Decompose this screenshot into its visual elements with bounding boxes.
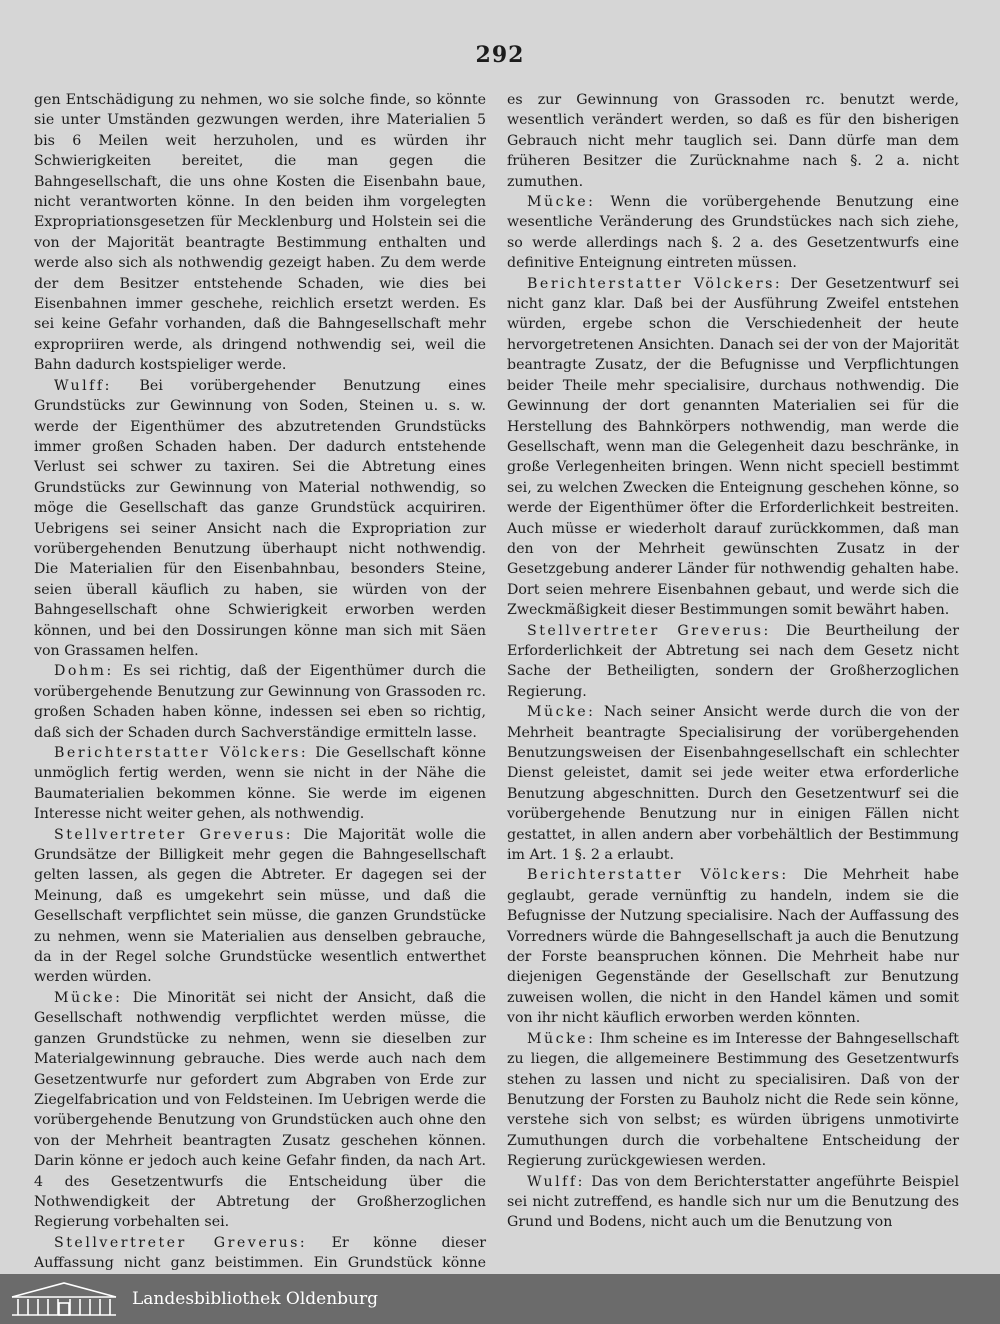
- speaker-label: Wulff:: [54, 377, 112, 394]
- library-building-icon: [8, 1279, 120, 1319]
- paragraph: Mücke: Wenn die vorübergehende Benutzung eine wesentliche Veränderung des Grundstückes nach sich ziehe, so werde allerdings nach §. 2 a. des Gesetzentwurfs eine definitive Enteignung eintreten müssen.: [507, 194, 959, 272]
- page-number: 292: [475, 42, 525, 68]
- paragraph: Stellvertreter Greverus: Die Beurtheilung der Erforderlichkeit der Abtretung sei nach dem Gesetz nicht Sache der Betheiligten, sondern der Großherzoglichen Regierung.: [507, 622, 959, 700]
- paragraph: Mücke: Ihm scheine es im Interesse der Bahngesellschaft zu liegen, die allgemeinere Bestimmung des Gesetzentwurfs stehen zu lassen und nicht zu specialisiren. Daß von der Benutzung der Forsten zu Bauholz nicht die Rede sein könne, verstehe sich von selbst; es würden übrigens unmotivirte Zumuthungen durch die vorbehaltene Entscheidung der Regierung zurückgewiesen werden.: [507, 1030, 959, 1170]
- speaker-label: Berichterstatter Völckers:: [527, 867, 789, 884]
- paragraph: Dohm: Es sei richtig, daß der Eigenthümer durch die vorübergehende Benutzung zur Gewinnung von Grassoden rc. großen Schaden haben könne, indessen sei eben so richtig, daß sich der Schaden durch Sachverständige ermitteln lasse.: [34, 663, 486, 741]
- paragraph: Stellvertreter Greverus: Er könne dieser Auffassung nicht ganz beistimmen. Ein Grundstück könne: [34, 1234, 486, 1272]
- paragraph: Berichterstatter Völckers: Die Mehrheit habe geglaubt, gerade vernünftig zu handeln, indem sie die Befugnisse der Nutzung specialisire. Nach der Auffassung des Vorredners würde die Bahngesellschaft ja auch die Benutzung der Forste beanspruchen können. Die Mehrheit habe nur diejenigen Gegenstände der Gesellschaft zur Benutzung zuweisen wollen, die nicht in den Handel kämen und somit von ihr nicht käuflich erworben werden könnten.: [507, 867, 959, 1027]
- paragraph: gen Entschädigung zu nehmen, wo sie solche finde, so könnte sie unter Umständen gezwungen werden, ihre Materialien 5 bis 6 Meilen weit herzuholen, und es würden ihr Schwierigkeiten bereitet, die man gegen die Bahngesellschaft, die uns ohne Kosten die Eisenbahn baue, nicht verantworten könne. In den beiden ihm vorgelegten Expropriationsgesetzen für Mecklenburg und Holstein sei die von der Majorität beantragte Bestimmung enthalten und werde also sich als nothwendig gezeigt haben. Zu dem werde der dem Besitzer entstehende Schaden, wie dies bei Eisenbahnen immer geschehe, reichlich ersetzt werden. Es sei keine Gefahr vorhanden, daß die Bahngesellschaft mehr expropriiren werde, als dringend nothwendig sei, weil die Bahn dadurch kostspieliger werde.: [34, 92, 486, 374]
- speaker-label: Mücke:: [527, 704, 596, 721]
- speaker-label: Stellvertreter Greverus:: [54, 826, 294, 843]
- speaker-label: Mücke:: [527, 1030, 596, 1047]
- paragraph: Mücke: Die Minorität sei nicht der Ansicht, daß die Gesellschaft nothwendig verpflichtet werden müsse, die ganzen Grundstücke zu nehmen, wenn sie dieselben zur Materialgewinnung gebrauche. Dies werde auch nach dem Gesetzentwurfe nur gefordert zum Abgraben von Erde zur Ziegelfabrication und von Feldsteinen. Im Uebrigen werde die vorübergehende Benutzung von Grundstücken auch ohne den von der Mehrheit beantragten Zusatz geschehen können. Darin könne er jedoch auch keine Gefahr finden, da nach Art. 4 des Gesetzentwurfs die Entscheidung über die Nothwendigkeit der Abtretung der Großherzoglichen Regierung vorbehalten sei.: [34, 989, 486, 1231]
- speaker-label: Wulff:: [527, 1173, 585, 1190]
- right-column: [507, 90, 959, 1233]
- paragraph: Stellvertreter Greverus: Die Majorität wolle die Grundsätze der Billigkeit mehr gegen die Bahngesellschaft gelten lassen, als gegen die Abtreter. Er dagegen sei der Meinung, daß es umgekehrt sein müsse, und daß die Gesellschaft verpflichtet sein müsse, die ganzen Grundstücke zu nehmen, wenn sie Materialien aus denselben gebrauche, da in der Regel solche Grundstücke wesentlich entwerthet werden würden.: [34, 826, 486, 986]
- left-column: [34, 90, 486, 1294]
- paragraph: es zur Gewinnung von Grassoden rc. benutzt werde, wesentlich verändert werden, so daß es für den bisherigen Gebrauch nicht mehr tauglich sei. Dann dürfe man dem früheren Besitzer die Zurücknahme nach §. 2 a. nicht zumuthen.: [507, 92, 959, 190]
- paragraph: Berichterstatter Völckers: Die Gesellschaft könne unmöglich fertig werden, wenn sie nicht in der Nähe die Baumaterialien bekommen könne. Sie werde im eigenen Interesse nicht weiter gehen, als nothwendig.: [34, 745, 486, 823]
- speaker-label: Mücke:: [527, 194, 596, 211]
- library-name: Landesbibliothek Oldenburg: [132, 1289, 379, 1309]
- speaker-label: Stellvertreter Greverus:: [54, 1234, 308, 1251]
- speaker-label: Berichterstatter Völckers:: [527, 275, 783, 292]
- speaker-label: Mücke:: [54, 989, 123, 1006]
- speaker-label: Dohm:: [54, 663, 114, 680]
- paragraph: Mücke: Nach seiner Ansicht werde durch die von der Mehrheit beantragte Specialisirung der vorübergehenden Benutzungsweisen der Eisenbahngesellschaft ein schlechter Dienst geleistet, damit sei jede weiter etwa erforderliche Benutzung abgeschnitten. Durch den Gesetzentwurf sei die vorübergehende Benutzung nur in einigen Fällen nicht gestattet, in allen andern aber vorbehältlich der Bestimmung im Art. 1 §. 2 a erlaubt.: [507, 704, 959, 864]
- paragraph: Wulff: Das von dem Berichterstatter angeführte Beispiel sei nicht zutreffend, es handle sich nur um die Benutzung des Grund und Bodens, nicht auch um die Benutzung von: [507, 1173, 959, 1231]
- paragraph: Berichterstatter Völckers: Der Gesetzentwurf sei nicht ganz klar. Daß bei der Ausführung Zweifel entstehen würden, ergebe schon die Verschiedenheit der heute hervorgetretenen Ansichten. Danach sei der von der Majorität beantragte Zusatz, der die Befugnisse und Verpflichtungen beider Theile mehr specialisire, durchaus nothwendig. Die Gewinnung der dort genannten Materialien sei für die Herstellung des Bahnkörpers nothwendig, man werde die Gesellschaft, wenn man die Gelegenheit dazu beschränke, in große Verlegenheiten bringen. Wenn nicht speciell bestimmt sei, zu welchen Zwecken die Enteignung geschehen könne, so werde der Eigenthümer öfter die Erforderlichkeit bestreiten. Auch müsse er wiederholt darauf zurückkommen, daß man den von der Mehrheit gewünschten Zusatz in der Gesetzgebung anderer Länder für nothwendig gehalten habe. Dort seien mehrere Eisenbahnen gebaut, und werde sich die Zweckmäßigkeit dieser Bestimmungen somit bewährt haben.: [507, 275, 959, 619]
- speaker-label: Berichterstatter Völckers:: [54, 745, 309, 761]
- library-footer-bar: [0, 1274, 1000, 1324]
- speaker-label: Stellvertreter Greverus:: [527, 622, 771, 639]
- paragraph: Wulff: Bei vorübergehender Benutzung eines Grundstücks zur Gewinnung von Soden, Steinen u. s. w. werde der Eigenthümer des abzutretenden Grundstücks immer großen Schaden haben. Der dadurch entstehende Verlust sei schwer zu taxiren. Sei die Abtretung eines Grundstücks zur Gewinnung von Material nothwendig, so möge die Gesellschaft das ganze Grundstück acquiriren. Uebrigens sei seiner Ansicht nach die Expropriation zur vorübergehenden Benutzung überhaupt nicht nothwendig. Die Materialien für den Eisenbahnbau, besonders Steine, seien überall käuflich zu haben, sie würden von der Bahngesellschaft ohne Schwierigkeit erworben werden können, und bei den Dossirungen könne man sich mit Säen von Grassamen helfen.: [34, 377, 486, 659]
